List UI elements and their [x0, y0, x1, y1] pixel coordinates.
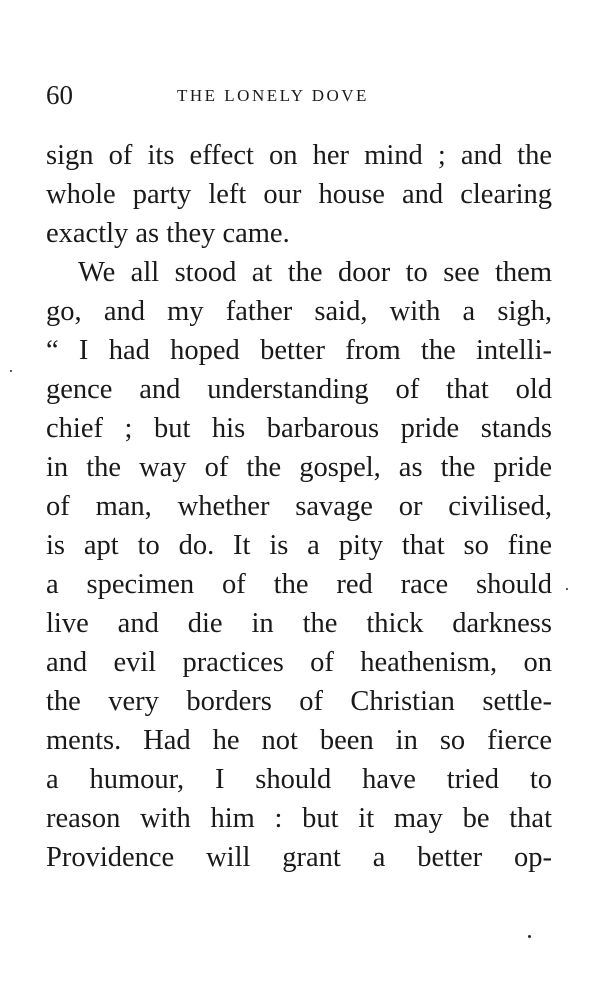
text-line: a specimen of the red race should — [46, 569, 552, 600]
text-line: in the way of the gospel, as the pride — [46, 452, 552, 483]
text-line: reason with him : but it may be that — [46, 803, 552, 834]
print-speck — [566, 588, 568, 590]
text-line: a humour, I should have tried to — [46, 764, 552, 795]
text-line: live and die in the thick darkness — [46, 608, 552, 639]
text-line: is apt to do. It is a pity that so fine — [46, 530, 552, 561]
body-text — [46, 136, 552, 877]
text-line: chief ; but his barbarous pride stands — [46, 413, 552, 444]
print-speck — [10, 370, 12, 372]
text-line: sign of its effect on her mind ; and the — [46, 140, 552, 171]
text-line: the very borders of Christian settle- — [46, 686, 552, 717]
text-line: of man, whether savage or civilised, — [46, 491, 552, 522]
text-line: gence and understanding of that old — [46, 374, 552, 405]
text-line: ments. Had he not been in so fierce — [46, 725, 552, 756]
text-line: Providence will grant a better op- — [46, 842, 552, 873]
text-line: We all stood at the door to see them — [78, 257, 552, 288]
running-head — [46, 78, 556, 112]
running-title: THE LONELY DOVE — [177, 86, 369, 105]
text-line: “ I had hoped better from the intelli- — [46, 335, 552, 366]
text-line: whole party left our house and clearing — [46, 179, 552, 210]
text-line: and evil practices of heathenism, on — [46, 647, 552, 678]
print-speck — [528, 935, 531, 938]
text-line: exactly as they came. — [46, 218, 290, 249]
page-number: 60 — [46, 80, 73, 110]
text-line: go, and my father said, with a sigh, — [46, 296, 552, 327]
